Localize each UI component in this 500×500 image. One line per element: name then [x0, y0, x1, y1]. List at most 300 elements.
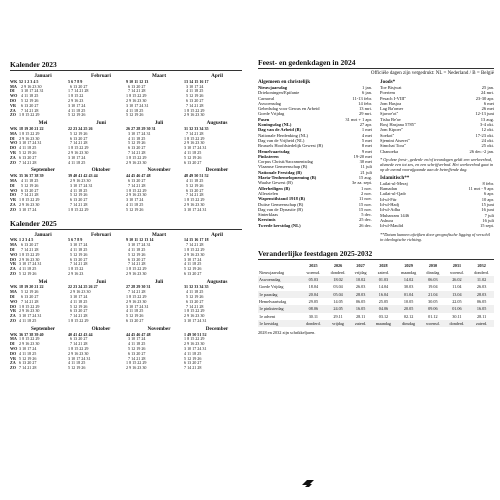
day-row: 2 9 16 23 30	[126, 97, 147, 103]
year-header: 2030	[428, 262, 438, 268]
variable-holidays-table	[258, 262, 494, 328]
month-name: Juni	[96, 120, 106, 127]
week-number-row: 9 10 11 12 13 14	[126, 237, 154, 243]
brand-logo-icon	[300, 478, 316, 488]
holiday-name: Allerzielen	[258, 190, 278, 196]
day-row: 1 8 15 22 29	[184, 246, 205, 252]
holiday-date: 4 mei	[361, 132, 372, 138]
weekday-label: DI	[10, 294, 15, 300]
holiday-name: Gebedsdag voor Gewas en Arbeid	[258, 106, 320, 112]
day-row: 4 11 18 25	[126, 201, 144, 207]
day-row: 5 12 19 26	[68, 130, 88, 136]
month-block	[184, 168, 242, 212]
holiday-date: 16 juni	[481, 207, 494, 213]
month-name: Juli	[154, 120, 164, 127]
holiday-date: 6 apr.	[484, 191, 494, 197]
month-block	[68, 74, 126, 118]
day-row: 1 8 15 22	[68, 93, 84, 99]
holiday-value: dinsdag	[426, 269, 440, 275]
holiday-date: 30 mei	[359, 159, 372, 165]
holiday-value: 01.06	[445, 305, 470, 312]
day-row: 3 10 17 24	[68, 242, 88, 248]
month-block	[10, 280, 68, 324]
holiday-name: 1e advent	[259, 313, 276, 319]
holiday-date: 23-30 apr.	[475, 95, 494, 101]
day-row: 5 12 19 26	[184, 294, 204, 300]
weekday-label: MA	[10, 83, 17, 89]
week-number-row: 44 45 46 47 48	[126, 173, 151, 179]
day-row: 3 10 17 24 31	[126, 130, 151, 136]
day-row: 6 13 20 27	[68, 135, 88, 141]
day-row: 2 9 16 23 30	[19, 135, 40, 141]
month-block	[10, 233, 68, 277]
holiday-value: 26.03	[476, 284, 487, 290]
month-name: Juli	[154, 278, 164, 285]
week-number-row: 14 15 16 17 18	[184, 237, 209, 243]
holiday-value: zaterd.	[469, 320, 494, 327]
day-row: 5 12 19 26	[126, 112, 144, 118]
weekday-label: MA	[10, 289, 17, 295]
day-row: 7 14 21 28	[19, 192, 39, 198]
day-row: 2 9 16 23 30	[19, 308, 40, 314]
day-row: 2 9 16 23 30	[19, 256, 40, 262]
general-holidays-title: Algemeen en christelijk	[258, 79, 311, 85]
day-row: 2 9 16 23 30	[184, 140, 205, 146]
holiday-date: 11 nov.	[358, 196, 372, 202]
holiday-date: 11 mrt - 9 apr.	[468, 186, 494, 192]
week-number-row: 1 2 3 4 5	[19, 237, 34, 243]
weekday-label: ZO	[10, 270, 16, 276]
month-name: April	[211, 73, 223, 79]
holiday-value: 30.11	[308, 313, 318, 319]
day-row: 4 11 18 25	[184, 350, 202, 356]
holiday-value: maandag	[401, 269, 417, 275]
day-row: 5 12 19 26	[184, 93, 204, 99]
day-row: 4 11 18 25	[19, 177, 39, 183]
holiday-name: Allerheiligen (B)	[258, 185, 290, 191]
month-name: Oktober	[91, 325, 111, 332]
holiday-value: 16.05	[469, 305, 494, 312]
day-row: 4 11 18 25	[126, 107, 144, 113]
day-row: 3 10 17 24	[68, 102, 86, 108]
holiday-name: Id-ul-Fitr	[380, 196, 397, 202]
week-number-row: 31 32 33 34 35	[184, 284, 209, 290]
holiday-name: Wapenstilstand 1918 (B)	[258, 196, 306, 202]
holiday-value: donderd.	[301, 320, 326, 327]
day-row: 7 14 21 28	[68, 261, 88, 267]
day-row: 2 9 16 23 30	[184, 341, 205, 347]
day-row: 1 8 15 22 29	[184, 308, 205, 314]
month-block	[68, 121, 126, 165]
holiday-value: donderd.	[330, 269, 346, 275]
day-row: 5 12 19 26	[184, 182, 204, 188]
day-row: 3 10 17 24 31	[19, 88, 44, 94]
day-row: 5 12 19 26	[126, 251, 146, 257]
day-row: 2 9 16 23 30	[126, 270, 147, 276]
day-row: 6 13 20 27	[19, 294, 39, 300]
day-row: 4 11 18 25	[184, 289, 204, 295]
day-row: 3 10 17 24	[184, 256, 202, 262]
day-row: 7 14 21 28	[184, 242, 204, 248]
holiday-value: 18.04	[308, 284, 319, 290]
day-row: 6 13 20 27	[68, 308, 88, 314]
holiday-name: Hemelvaartsdag	[259, 299, 287, 305]
month-name: April	[211, 231, 223, 238]
month-name: Februari	[91, 231, 111, 238]
month-name: September	[31, 167, 55, 174]
day-row: 1 8 15 22 29	[19, 336, 40, 342]
month-block	[184, 280, 242, 324]
holiday-value: 06.03	[421, 276, 444, 283]
variable-holidays-title: Veranderlijke feestdagen 2025-2032	[258, 249, 494, 260]
holiday-name: Tisha Be'av	[380, 116, 402, 122]
day-row: 7 14 21 28	[184, 102, 204, 108]
weekday-label: WK	[10, 125, 18, 131]
weekday-label: WO	[10, 298, 18, 304]
week-number-row: 40 41 42 43 44	[68, 331, 93, 337]
holiday-date: 29 mrt.	[359, 111, 372, 117]
weekday-label: WO	[10, 251, 18, 257]
day-row: 5 12 19 26	[126, 206, 144, 212]
holiday-value: zaterd.	[377, 269, 390, 275]
variable-holiday-row	[258, 269, 494, 276]
holiday-date: 31 mrt + 1 apr.	[345, 116, 372, 122]
month-block	[10, 168, 68, 212]
day-row: 4 11 18 25	[68, 360, 86, 366]
holiday-date: 19-20 mei	[353, 153, 372, 159]
variable-footnote: 2028 en 2032 zijn schrikkeljaren.	[258, 330, 316, 336]
day-row: 5 12 19 26	[68, 112, 86, 118]
day-row: 4 11 18 25	[19, 318, 37, 324]
weekday-label: VR	[10, 149, 16, 155]
day-row: 1 8 15 22 29	[68, 145, 89, 151]
day-row: 3 10 17 24	[126, 197, 144, 203]
day-row: 3 10 17 24	[184, 83, 204, 89]
holiday-name: Rosj Hasjana 5785"	[380, 122, 416, 128]
month-row	[10, 233, 242, 277]
day-row: 3 10 17 24 31	[68, 182, 93, 188]
holiday-date: 6 jan.	[362, 90, 372, 96]
holiday-date: 26 mei	[481, 106, 494, 112]
week-number-row: 22 23 24 25 26	[68, 125, 93, 131]
holiday-name: Goede Vrijdag	[258, 111, 285, 117]
month-row	[10, 327, 242, 371]
day-row: 7 14 21 28	[19, 298, 39, 304]
weekday-label: WK	[10, 78, 18, 84]
year-header: 2025	[309, 262, 318, 268]
holiday-date: 21 juli	[360, 169, 372, 175]
weekday-label: ZO	[10, 159, 16, 165]
variable-holiday-row	[258, 291, 494, 298]
weekday-label: ZA	[10, 154, 16, 160]
year-header: 2028	[379, 262, 388, 268]
day-row: 5 12 19 26	[68, 192, 88, 198]
day-row: 5 12 19 26	[184, 154, 202, 160]
day-row: 6 13 20 27	[184, 270, 202, 276]
weekday-label: ZO	[10, 112, 16, 118]
day-row: 5 12 19 26	[19, 182, 39, 188]
holiday-date: 25 jan.	[481, 85, 494, 90]
holiday-name: Vlaamse Gemeenschap (B)	[258, 164, 308, 170]
month-name: Mei	[38, 278, 48, 285]
holiday-name: Pinksteren	[258, 153, 279, 159]
day-row: 3 10 17 24	[19, 346, 37, 352]
day-row: 6 13 20 27	[126, 83, 146, 89]
day-row: 1 8 15 22 29	[126, 93, 147, 99]
holiday-value: 14.04	[378, 284, 389, 290]
holiday-date: 16 juli	[482, 217, 494, 223]
month-block	[68, 233, 126, 277]
day-row: 7 14 21 28	[68, 201, 88, 207]
holiday-value: 08.06	[301, 305, 326, 312]
holiday-value: 18.02	[326, 276, 351, 283]
holiday-name: Driekoningen/Epifanie	[258, 90, 300, 96]
month-name: Augustus	[206, 120, 228, 127]
day-row: 4 11 18 25	[19, 145, 37, 151]
holiday-value: 05.04	[326, 291, 351, 298]
weekday-label: WK	[10, 284, 18, 290]
weekday-label: DI	[10, 182, 15, 188]
day-row: 2 9 16 23 30	[68, 149, 89, 155]
weekday-label: VR	[10, 355, 16, 361]
weekday-label: WK	[10, 331, 18, 337]
month-name: Januari	[34, 73, 52, 79]
holiday-name: Dag van de Arbeid (B)	[258, 127, 302, 133]
holiday-date: 15 sept.	[480, 223, 494, 229]
holiday-date: 5 dec.	[361, 212, 372, 218]
day-row: 4 11 18 25	[184, 177, 204, 183]
day-row: 1 8 15 22 29	[68, 346, 89, 352]
day-row: 5 12 19 26	[19, 355, 37, 361]
day-row: 2 9 16 23	[68, 97, 84, 103]
month-name: Augustus	[206, 278, 228, 285]
weekday-label: ZO	[10, 206, 16, 212]
day-row: 7 14 21 28	[19, 246, 39, 252]
weekday-label: MA	[10, 130, 17, 136]
day-row: 6 13 20 27	[19, 102, 39, 108]
day-row: 7 14 21 28	[126, 355, 146, 361]
day-row: 3 10 17 24 31	[126, 102, 149, 108]
holiday-value: 06.05	[476, 299, 487, 305]
holiday-value: 10.02	[350, 276, 370, 283]
holiday-name: Corpus Christi/Sacramentsdag	[258, 159, 313, 165]
calendar-2025	[10, 233, 242, 372]
holiday-name: Id-ul-Maulid	[380, 223, 404, 229]
week-number-row: 35 36 37 38 39	[19, 173, 44, 179]
day-row: 7 14 21 28	[126, 149, 146, 155]
holiday-date: 17-23 okt.	[475, 132, 494, 138]
weekday-label: WK	[10, 173, 18, 179]
month-name: Oktober	[91, 167, 111, 174]
weekday-label: VR	[10, 308, 16, 314]
month-block	[126, 168, 184, 212]
day-row: 1 8 15 22 29	[126, 266, 147, 272]
day-row: 4 11 18 25	[68, 187, 88, 193]
weekday-label: DO	[10, 303, 17, 309]
month-name: Maart	[151, 73, 167, 79]
day-row: 5 12 19 26	[126, 346, 146, 352]
holiday-value: 20.04	[301, 291, 326, 298]
month-block	[68, 168, 126, 212]
calendars-column	[10, 58, 242, 371]
month-block	[184, 74, 242, 118]
holiday-value: 14.02	[396, 276, 421, 283]
holiday-name: Pasen	[258, 116, 270, 122]
month-name: September	[31, 325, 55, 332]
month-block	[126, 121, 184, 165]
holiday-date: 3e za. sept.	[352, 180, 372, 186]
day-row: 4 11 18 25	[19, 93, 39, 99]
day-row: 6 13 20 27	[68, 197, 88, 203]
month-row	[10, 280, 242, 324]
day-row: 6 13 20 27	[68, 83, 88, 89]
day-row: 7 14 21 28	[126, 88, 146, 94]
week-number-row: 48 49 50 51 52	[184, 173, 209, 179]
day-row: 2 9 16 23 30	[126, 365, 147, 371]
weekday-label: WO	[10, 140, 18, 146]
month-name: Juni	[96, 278, 106, 285]
holiday-value: 29.11	[333, 313, 343, 319]
month-block	[184, 121, 242, 165]
day-row: 2 9 16 23 30	[68, 289, 91, 295]
day-row: 2 9 16 23 30	[68, 177, 91, 183]
weekday-label: WO	[10, 93, 18, 99]
day-row: 1 8 15 22 29	[19, 197, 40, 203]
day-row: 4 11 18 25	[184, 261, 202, 267]
day-row: 1 8 15 22 29	[184, 107, 205, 113]
year-header: 2027	[356, 262, 365, 268]
holidays-column	[258, 58, 494, 335]
holiday-date: 26 dec.-2 jan.	[469, 148, 494, 154]
day-row: 7 14 21 28	[126, 261, 146, 267]
day-row: 2 9 16 23 30	[19, 341, 40, 347]
day-row: 2 9 16 23 30	[126, 192, 147, 198]
jewish-title: Joods*	[380, 79, 396, 85]
month-row	[10, 168, 242, 212]
day-row: 5 12 19 26	[19, 149, 37, 155]
holiday-value: 30.05	[428, 299, 438, 305]
holiday-name: 1e pinksterdag	[258, 305, 301, 312]
holiday-date: 15 nov.	[358, 206, 372, 212]
day-row: 3 10 17 24	[68, 154, 86, 160]
variable-holiday-row	[258, 276, 494, 283]
holiday-value: donderd.	[445, 320, 470, 327]
weekday-label: DI	[10, 135, 15, 141]
weekday-label: MA	[10, 177, 17, 183]
weekday-label: ZO	[10, 365, 16, 371]
day-row: 1 8 15 22 29	[19, 251, 40, 257]
holiday-value: 14.05	[333, 299, 343, 305]
day-row: 2 9 16 23 30	[184, 112, 205, 118]
year-header: 2031	[452, 262, 462, 268]
holiday-date: 24 okt.	[481, 137, 494, 143]
day-row: 3 10 17 24 31	[19, 313, 42, 319]
day-row: 1 8 15 22 29	[68, 318, 89, 324]
holiday-value: 28.11	[355, 313, 366, 319]
holiday-date: 13 aug.	[480, 116, 494, 122]
holiday-value: vrijdag	[354, 269, 367, 275]
day-row: 6 13 20 27	[126, 145, 146, 151]
day-row: 1 8 15 22 29	[19, 303, 40, 309]
month-block	[126, 233, 184, 277]
holiday-value: 11.04	[452, 284, 462, 290]
day-row: 4 11 18 25	[126, 135, 146, 141]
day-row: 6 13 20 27	[126, 256, 146, 262]
day-row: 3 10 17 24 31	[184, 346, 207, 352]
holiday-name: Id-ul-Adha	[380, 207, 400, 213]
holiday-value: 30.11	[452, 313, 462, 319]
holiday-name: Simchat Tora"	[380, 143, 406, 149]
day-row: 7 14 21 28	[126, 289, 146, 295]
weekday-label: WO	[10, 346, 18, 352]
jewish-holiday-row	[380, 149, 494, 154]
holiday-name: Sjemini Atseret"	[380, 137, 410, 143]
month-name: Mei	[38, 120, 48, 127]
day-row: 1 8 15 22 29	[126, 187, 147, 193]
holiday-name: Waalse Gewest (B)	[258, 180, 293, 186]
day-row: 3 10 17 24 31	[68, 355, 91, 361]
holiday-date: 13 mrt.	[359, 106, 372, 112]
holiday-value: zaterd.	[350, 320, 370, 327]
islamic-note: **Datum kunnen afwijken door geografische ligging of verschil in ideologische richting.	[380, 231, 490, 242]
variable-holiday-row	[258, 298, 494, 305]
month-name: Februari	[91, 73, 111, 79]
month-block	[10, 74, 68, 118]
weekday-label: ZA	[10, 313, 16, 319]
day-row: 3 10 17 24 31	[126, 303, 149, 309]
day-row: 1 8 15 22 29	[184, 336, 205, 342]
holiday-value: 30.03	[403, 284, 414, 290]
variable-holiday-row	[258, 305, 494, 312]
holiday-name: Hemelvaartsdag	[258, 148, 290, 154]
day-row: 5 12 19 26	[19, 97, 39, 103]
holiday-name: Aswoensdag	[258, 276, 301, 283]
holiday-date: 8 febr.	[482, 180, 494, 186]
day-row: 4 11 18 25	[126, 246, 146, 252]
month-name: Januari	[34, 231, 52, 238]
holiday-date: 5 mei	[361, 137, 372, 143]
holiday-date: 2 nov.	[361, 190, 372, 196]
day-row: 3 10 17 24 31	[126, 242, 151, 248]
holiday-date: 24 mrt.	[481, 90, 494, 96]
day-row: 3 10 17 24 31	[184, 206, 207, 212]
day-row: 5 12 19 26	[68, 365, 86, 371]
holiday-name: Nationale Feestdag (B)	[258, 169, 302, 175]
holiday-value: 01.03	[371, 276, 396, 283]
holiday-value: 10.05	[403, 299, 414, 305]
day-row: 5 12 19 26	[19, 270, 37, 276]
holiday-value: 03.12	[378, 313, 389, 319]
day-row: 2 9 16 23 30	[126, 159, 147, 165]
holiday-date: 1 mei	[361, 127, 372, 133]
day-row: 2 9 16 23 30	[126, 298, 147, 304]
week-number-row: 39 40 41 42 43 44	[68, 173, 98, 179]
holiday-name: Lailat-ul-Qadr	[380, 191, 406, 197]
day-row: 7 14 21 28	[19, 365, 37, 371]
holiday-date: 26 dec.	[359, 222, 372, 228]
week-number-row: 52 1 2 3 4 5	[19, 78, 39, 84]
day-row: 2 9 16 23 30	[19, 201, 40, 207]
holiday-value: 13.04	[445, 291, 470, 298]
holiday-value: woensd.	[449, 269, 464, 275]
day-row: 1 7 14 21 28	[68, 88, 89, 94]
weekday-label: MA	[10, 336, 17, 342]
day-row: 1 8 15 22 29	[126, 154, 147, 160]
holiday-value: 25.05	[378, 299, 389, 305]
holiday-value: 11.02	[469, 276, 494, 283]
day-row: 5 12 19 26	[126, 140, 146, 146]
day-row: 4 11 18 25	[126, 308, 144, 314]
